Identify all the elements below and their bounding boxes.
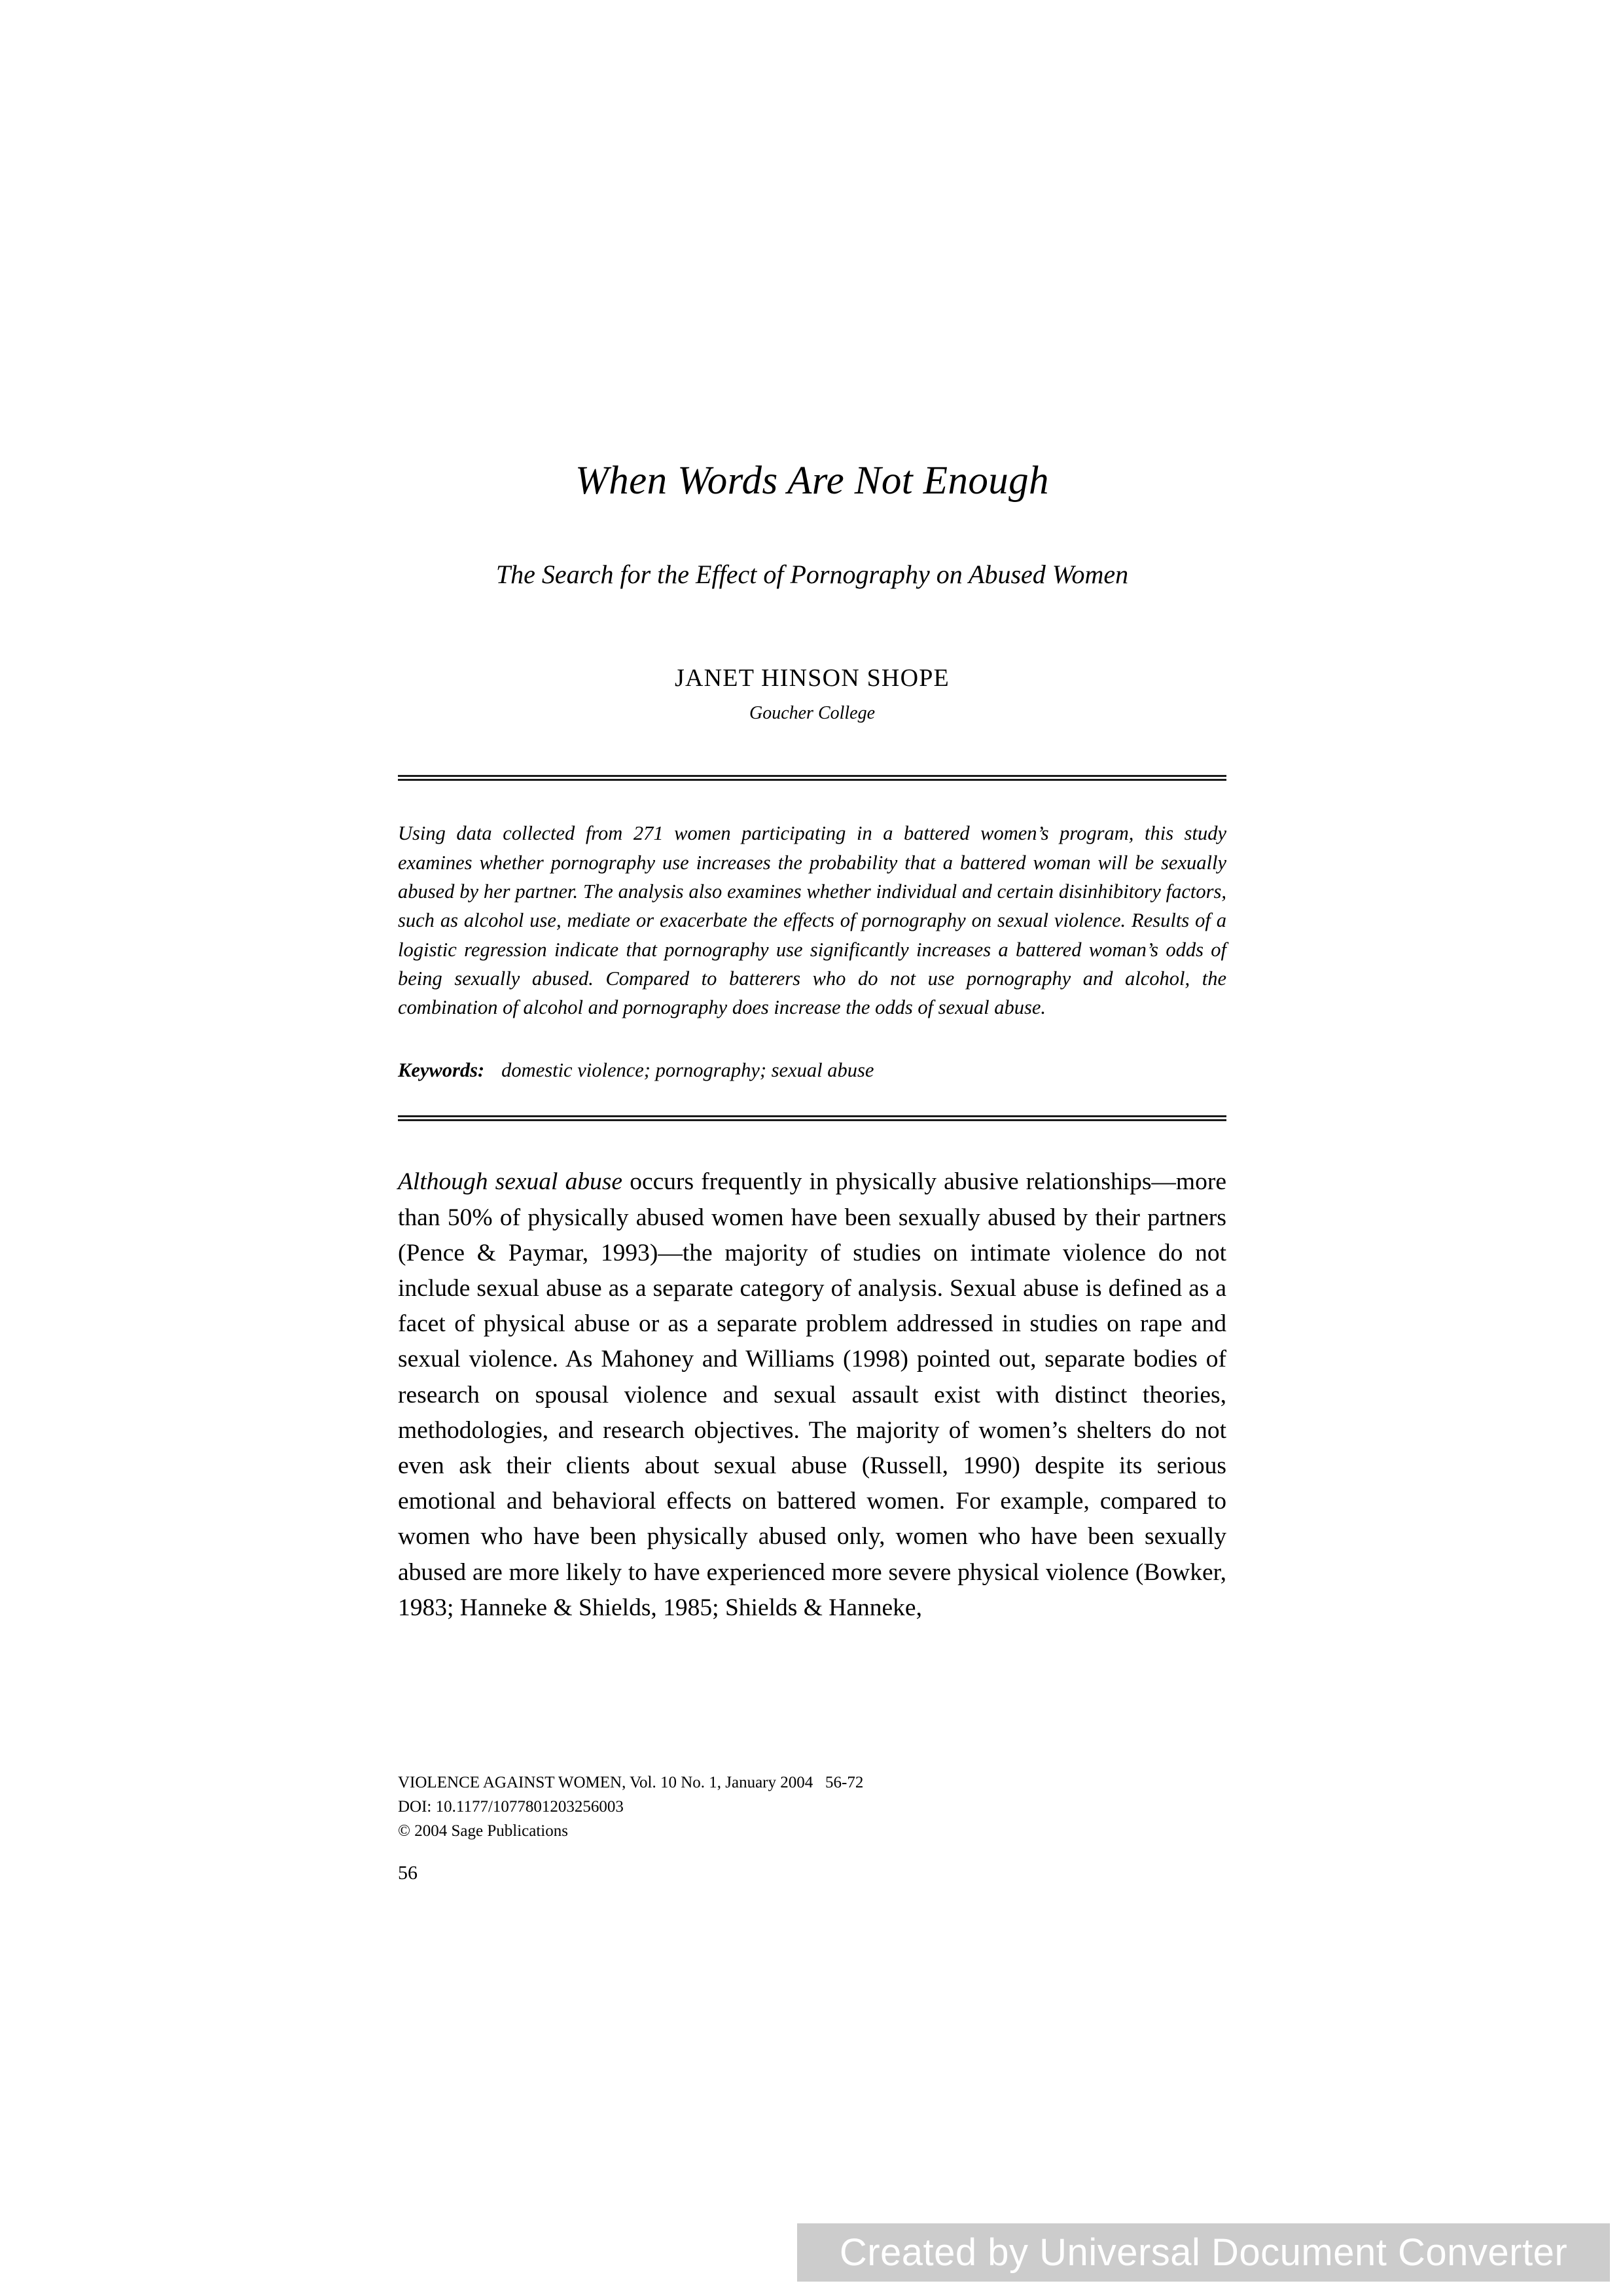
keywords-label: Keywords: bbox=[398, 1058, 485, 1081]
abstract-bottom-rule bbox=[398, 1115, 1226, 1121]
keywords-list: domestic violence; pornography; sexual abuse bbox=[501, 1058, 874, 1081]
body-paragraph-text: occurs frequently in physically abusive relationships—more than 50% of physically abused women have been sexually abused by their partners (Pence & Paymar, 1993)—the majority of studies on intimate violence do not include sexual abuse as a separate category of analysis. Sexual abuse is defined as a facet of physical abuse or as a separate problem addressed in studies on rape and sexual violence. As Mahoney and Williams (1998) pointed out, separate bodies of research on spousal violence and sexual assault exist with distinct theories, methodologies, and research objectives. The majority of women’s shelters do not even ask their clients about sexual abuse (Russell, 1990) despite its serious emotional and behavioral effects on battered women. For example, compared to women who have been physically abused only, women who have been sexually abused are more likely to have experienced more severe physical violence (Bowker, 1983; Hanneke & Shields, 1985; Shields & Hanneke, bbox=[398, 1168, 1226, 1621]
watermark-banner bbox=[797, 2223, 1610, 2282]
abstract-top-rule bbox=[398, 775, 1226, 781]
copyright-line: © 2004 Sage Publications bbox=[398, 1821, 568, 1840]
author-name: JANET HINSON SHOPE bbox=[675, 664, 950, 692]
abstract-text: Using data collected from 271 women participating in a battered women’s program, this study examines whether pornography use increases the probability that a battered woman will be sexually abused by her partner. The analysis also examines whether individual and certain disinhibitory factors, such as alcohol use, mediate or exacerbate the effects of pornography on sexual violence. Results of a logistic regression indicate that pornography use significantly increases a battered woman’s odds of being sexually abused. Compared to batterers who do not use pornography and alcohol, the combination of alcohol and pornography does increase the odds of sexual abuse. bbox=[398, 822, 1226, 1019]
doi-line: DOI: 10.1177/1077801203256003 bbox=[398, 1797, 624, 1816]
body-lead-in: Although sexual abuse bbox=[398, 1168, 623, 1196]
body-paragraph bbox=[398, 1121, 1226, 1625]
article-content-column bbox=[398, 0, 1226, 1626]
keywords-line bbox=[398, 1022, 1226, 1085]
journal-citation-line: VIOLENCE AGAINST WOMEN, Vol. 10 No. 1, January 2004 56-72 bbox=[398, 1774, 864, 1791]
page-title: When Words Are Not Enough bbox=[575, 459, 1049, 503]
author-affiliation: Goucher College bbox=[749, 703, 876, 724]
article-subtitle: The Search for the Effect of Pornography on Abused Women bbox=[495, 560, 1129, 590]
page-number: 56 bbox=[398, 1862, 418, 1884]
footer-citation-block bbox=[398, 1771, 1249, 1885]
watermark-text: Created by Universal Document Converter bbox=[839, 2231, 1568, 2274]
